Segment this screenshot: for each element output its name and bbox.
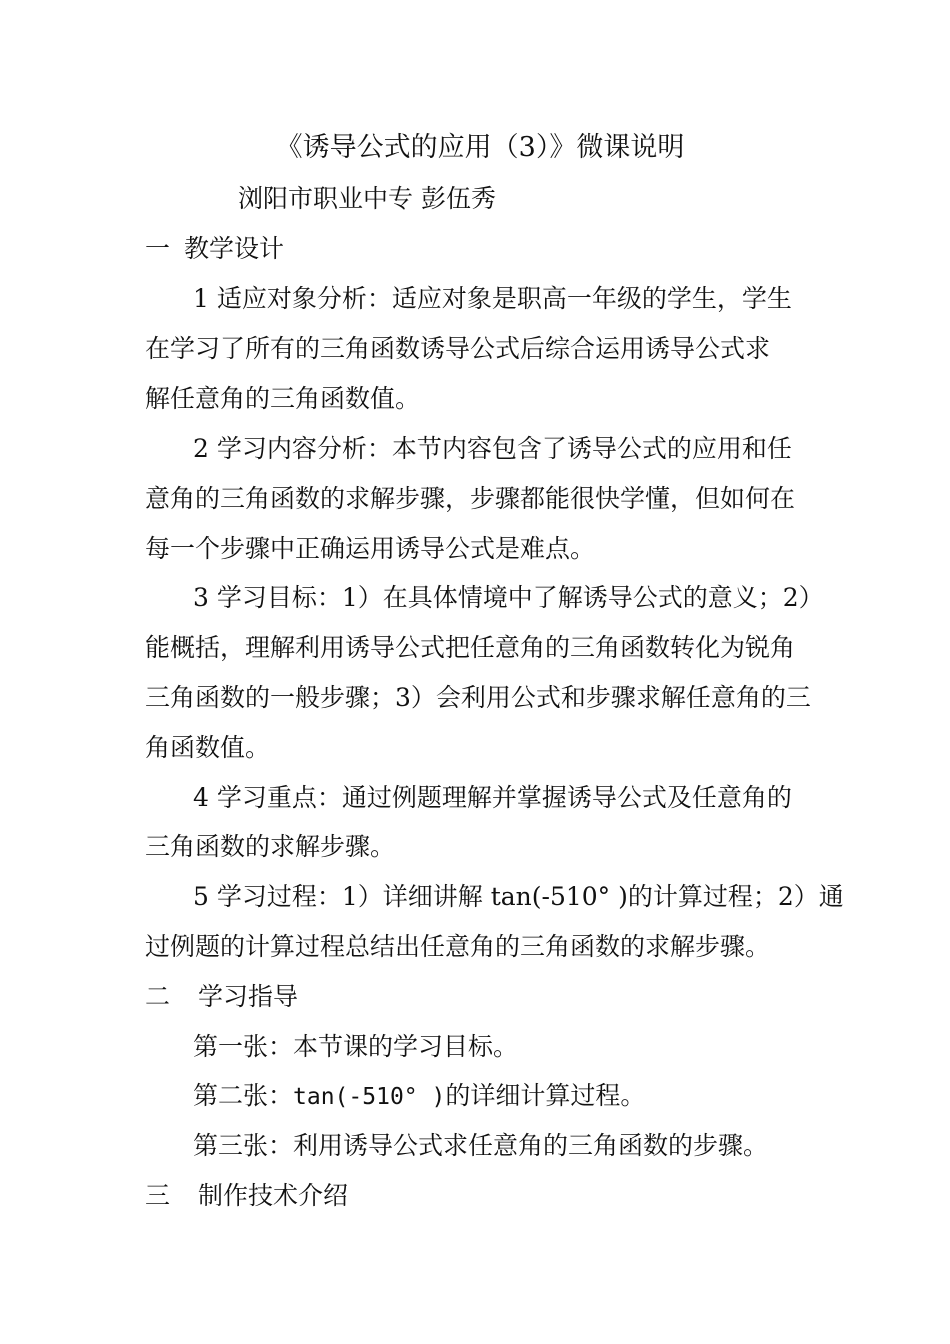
slide-1-text: 本节课的学习目标。 bbox=[293, 1032, 519, 1061]
item-3-line-3: 三角函数的一般步骤；3）会利用公式和步骤求解任意角的三 bbox=[145, 683, 811, 712]
item-4-line-1: 4 学习重点：通过例题理解并掌握诱导公式及任意角的 bbox=[193, 783, 792, 812]
slide-2-prefix: 第二张： bbox=[193, 1081, 294, 1110]
section-3-number: 三 bbox=[145, 1181, 171, 1210]
item-5-line-1: 5 学习过程：1）详细讲解 tan(-510° )的计算过程；2）通 bbox=[193, 882, 844, 911]
document-title: 《诱导公式的应用（3）》微课说明 bbox=[275, 132, 685, 163]
section-1-title: 教学设计 bbox=[184, 234, 285, 263]
section-2-title: 学习指导 bbox=[198, 982, 299, 1011]
item-1-line-3: 解任意角的三角函数值。 bbox=[145, 384, 421, 413]
section-3-title: 制作技术介绍 bbox=[198, 1181, 349, 1210]
slide-2-text: 的详细计算过程。 bbox=[445, 1081, 646, 1110]
slide-2-formula: tan(-510° ) bbox=[293, 1084, 446, 1110]
item-5-line-2: 过例题的计算过程总结出任意角的三角函数的求解步骤。 bbox=[145, 932, 771, 961]
section-1-heading bbox=[145, 234, 284, 264]
section-2-heading bbox=[145, 982, 298, 1012]
item-1-line-1: 1 适应对象分析：适应对象是职高一年级的学生，学生 bbox=[193, 284, 792, 313]
slide-3-text: 利用诱导公式求任意角的三角函数的步骤。 bbox=[293, 1131, 769, 1160]
section-1-number: 一 bbox=[145, 234, 171, 263]
item-2-line-2: 意角的三角函数的求解步骤，步骤都能很快学懂，但如何在 bbox=[145, 484, 796, 513]
item-3-line-1: 3 学习目标：1）在具体情境中了解诱导公式的意义；2） bbox=[193, 583, 824, 612]
slide-3-line bbox=[193, 1131, 768, 1161]
slide-1-line bbox=[193, 1032, 518, 1062]
slide-3-prefix: 第三张： bbox=[193, 1131, 294, 1160]
item-2-line-3: 每一个步骤中正确运用诱导公式是难点。 bbox=[145, 534, 596, 563]
author-line: 浏阳市职业中专 彭伍秀 bbox=[238, 184, 496, 213]
slide-1-prefix: 第一张： bbox=[193, 1032, 294, 1061]
item-1-line-2: 在学习了所有的三角函数诱导公式后综合运用诱导公式求 bbox=[145, 334, 771, 363]
item-2-line-1: 2 学习内容分析：本节内容包含了诱导公式的应用和任 bbox=[193, 434, 792, 463]
slide-2-line bbox=[193, 1081, 645, 1112]
section-2-number: 二 bbox=[145, 982, 171, 1011]
section-3-heading bbox=[145, 1181, 348, 1211]
item-3-line-2: 能概括，理解利用诱导公式把任意角的三角函数转化为锐角 bbox=[145, 633, 796, 662]
item-4-line-2: 三角函数的求解步骤。 bbox=[145, 832, 396, 861]
item-3-line-4: 角函数值。 bbox=[145, 733, 271, 762]
